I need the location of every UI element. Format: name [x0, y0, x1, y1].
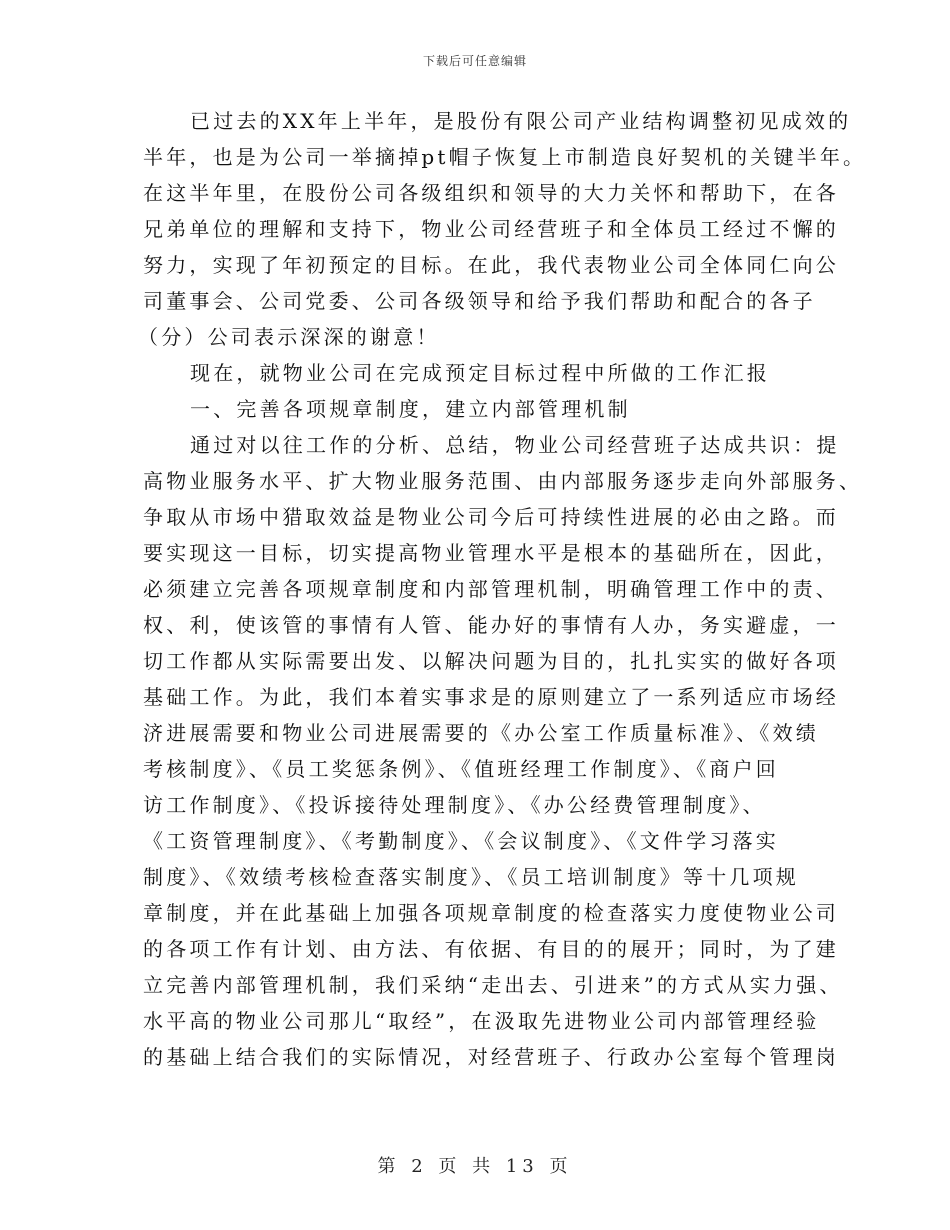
paragraph-line: 的基础上结合我们的实际情况，对经营班子、行政办公室每个管理岗	[143, 1045, 839, 1069]
paragraph-line: 争取从市场中猎取效益是物业公司今后可持续性进展的必由之路。而	[143, 505, 839, 529]
paragraph-line: 半年，也是为公司一举摘掉pt帽子恢复上市制造良好契机的关键半年。	[143, 145, 867, 169]
paragraph-line: 《工资管理制度》、《考勤制度》、《会议制度》、《文件学习落实	[143, 829, 779, 853]
paragraph-line: （分）公司表示深深的谢意！	[138, 325, 440, 349]
paragraph-line: 努力，实现了年初预定的目标。在此，我代表物业公司全体同仁向公	[143, 253, 839, 277]
paragraph-line: 通过对以往工作的分析、总结，物业公司经营班子达成共识：提	[190, 433, 840, 457]
page-header-note: 下载后可任意编辑	[422, 54, 527, 68]
paragraph-line: 访工作制度》、《投诉接待处理制度》、《办公经费管理制度》、	[143, 793, 766, 817]
paragraph-line: 考核制度》、《员工奖惩条例》、《值班经理工作制度》、《商户回	[143, 757, 779, 781]
paragraph-line: 基础工作。为此，我们本着实事求是的原则建立了一系列适应市场经	[143, 685, 839, 709]
paragraph-line: 章制度，并在此基础上加强各项规章制度的检查落实力度使物业公司	[143, 901, 839, 925]
paragraph-line: 已过去的XX年上半年，是股份有限公司产业结构调整初见成效的	[190, 109, 852, 133]
paragraph-line: 的各项工作有计划、由方法、有依据、有目的的展开；同时，为了建	[143, 937, 839, 961]
paragraph-line: 高物业服务水平、扩大物业服务范围、由内部服务逐步走向外部服务、	[143, 469, 863, 493]
paragraph-line: 司董事会、公司党委、公司各级领导和给予我们帮助和配合的各子	[143, 289, 816, 313]
paragraph-line: 必须建立完善各项规章制度和内部管理机制，明确管理工作中的责、	[143, 577, 839, 601]
paragraph-line: 立完善内部管理机制，我们采纳“走出去、引进来”的方式从实力强、	[143, 973, 843, 997]
paragraph-line: 要实现这一目标，切实提高物业管理水平是根本的基础所在，因此，	[143, 541, 839, 565]
section-heading: 一、完善各项规章制度，建立内部管理机制	[190, 397, 631, 421]
paragraph-line: 在这半年里，在股份公司各级组织和领导的大力关怀和帮助下，在各	[143, 181, 839, 205]
paragraph-line: 现在，就物业公司在完成预定目标过程中所做的工作汇报	[190, 361, 770, 385]
page-number: 第 2 页 共 13 页	[377, 1156, 573, 1177]
paragraph-line: 水平高的物业公司那儿“取经”，在汲取先进物业公司内部管理经验	[143, 1009, 820, 1033]
paragraph-line: 制度》、《效绩考核检查落实制度》、《员工培训制度》等十几项规	[143, 865, 799, 889]
paragraph-line: 权、利，使该管的事情有人管、能办好的事情有人办，务实避虚，一	[143, 613, 839, 637]
paragraph-line: 济进展需要和物业公司进展需要的《办公室工作质量标准》、《效绩	[143, 721, 819, 745]
paragraph-line: 兄弟单位的理解和支持下，物业公司经营班子和全体员工经过不懈的	[143, 217, 839, 241]
paragraph-line: 切工作都从实际需要出发、以解决问题为目的，扎扎实实的做好各项	[143, 649, 839, 673]
